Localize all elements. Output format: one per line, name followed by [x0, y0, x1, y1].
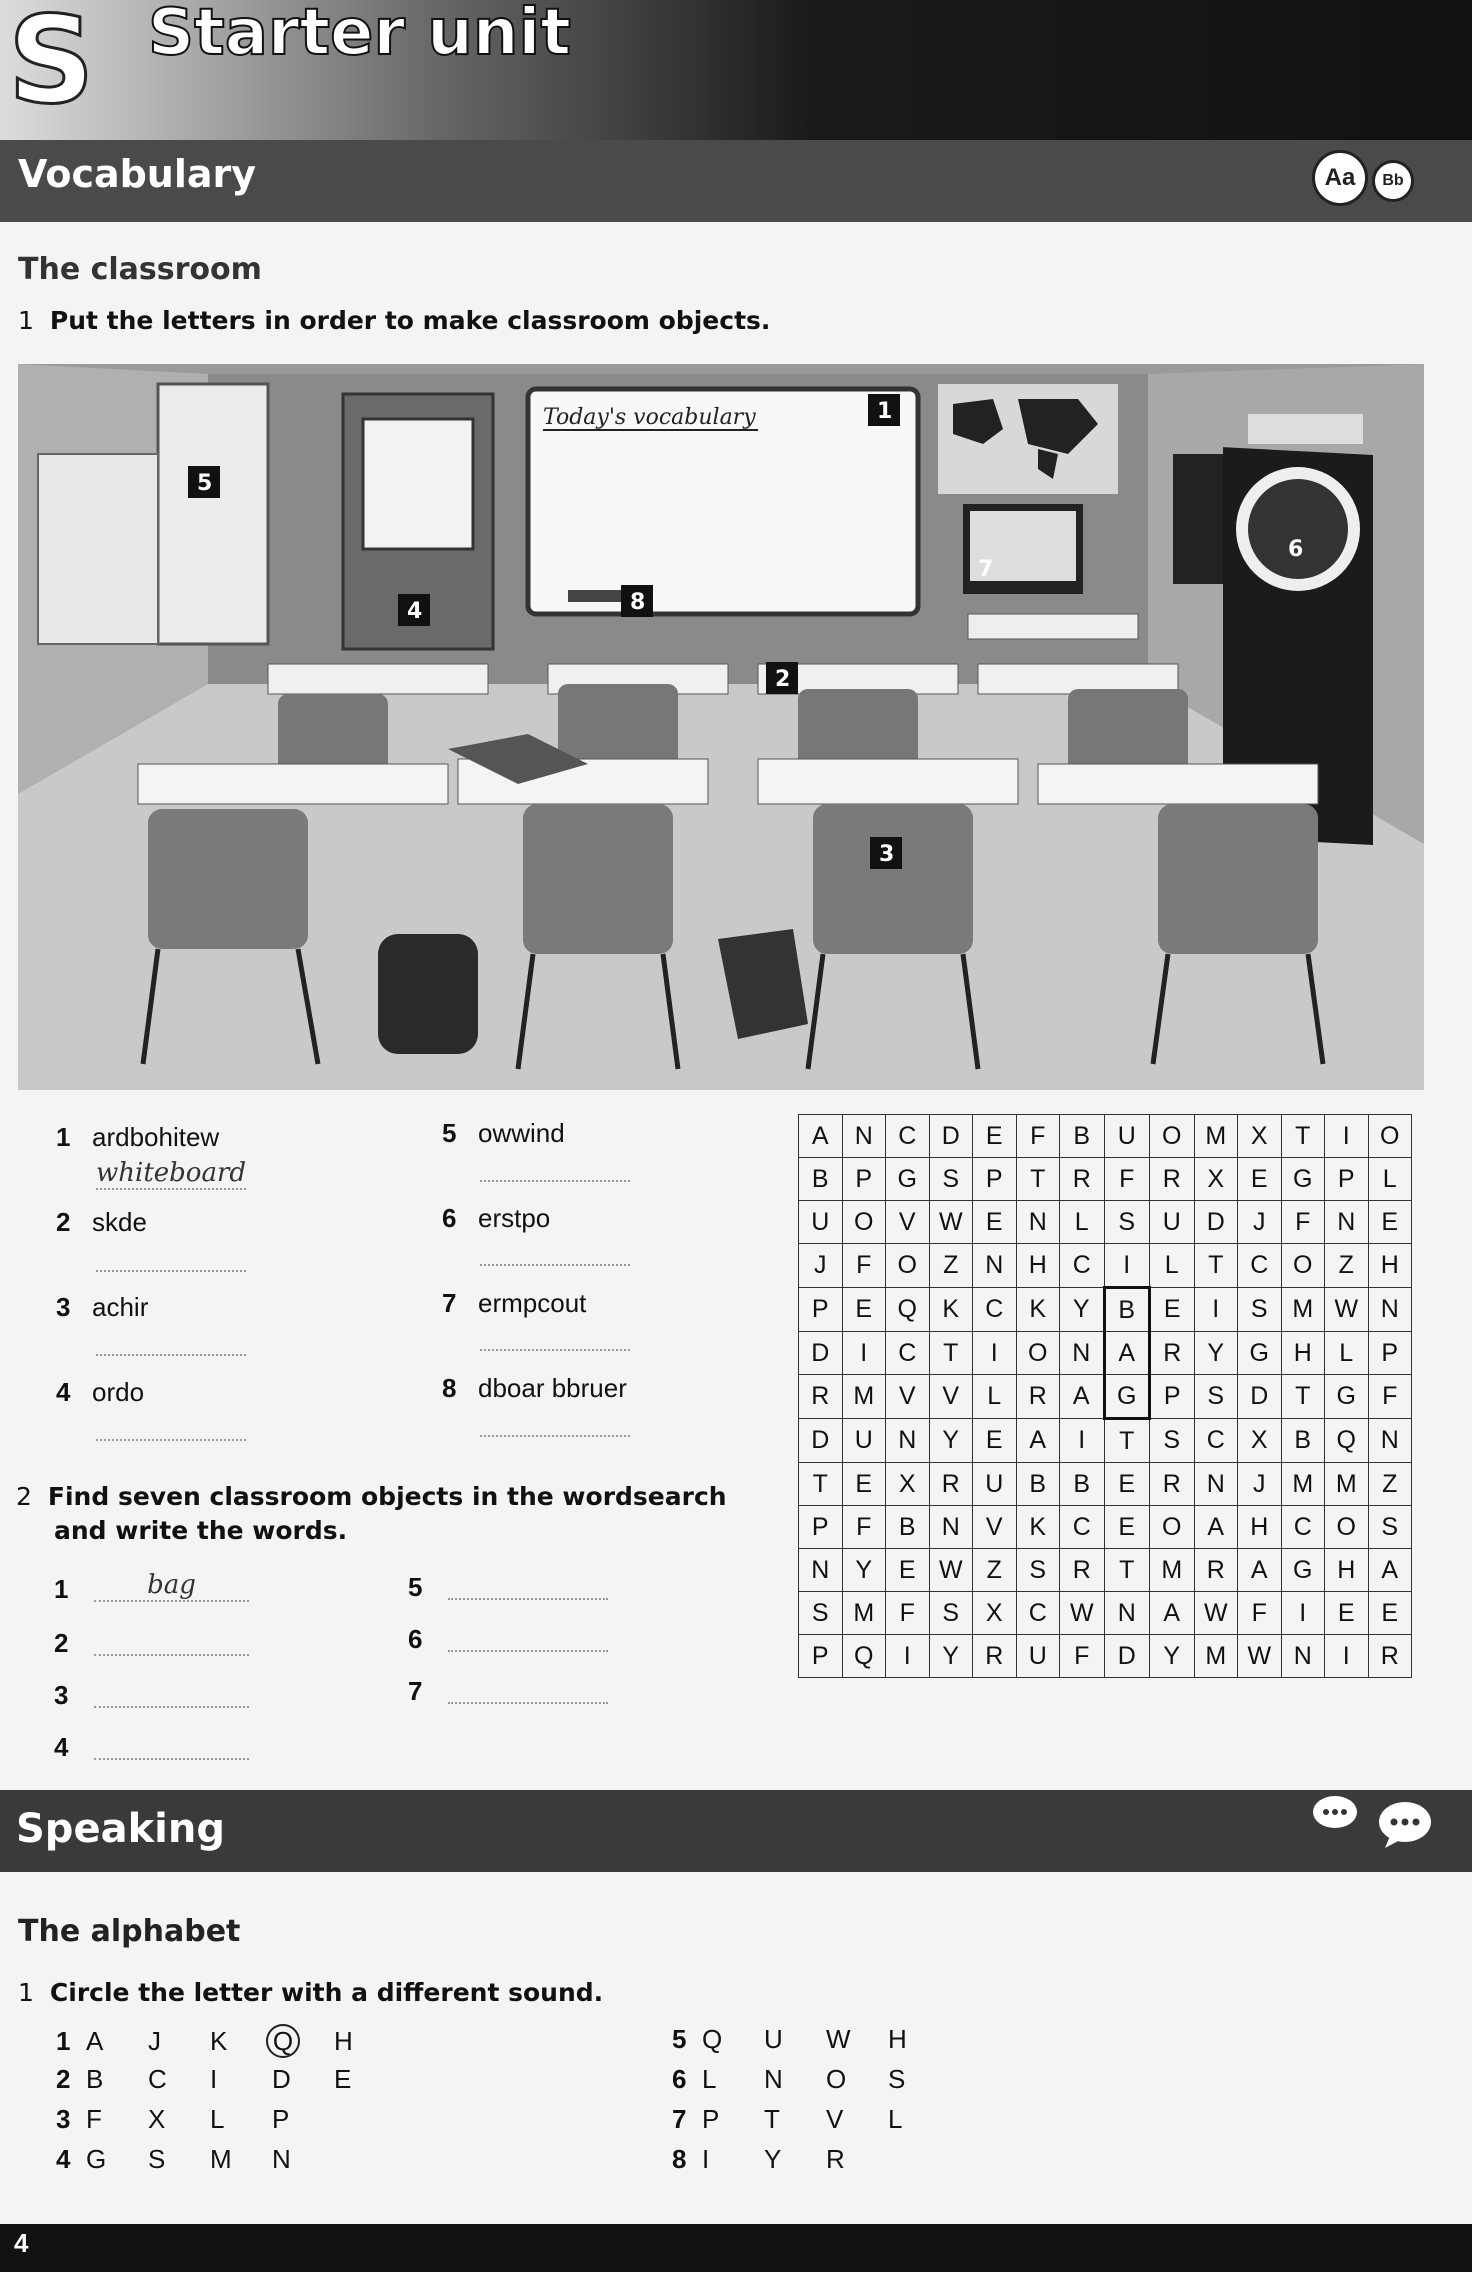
footer-band — [0, 2224, 1472, 2272]
wordsearch-cell[interactable]: E — [1325, 1592, 1369, 1635]
wordsearch-cell[interactable]: I — [1060, 1419, 1105, 1463]
wordsearch-cell[interactable]: R — [929, 1463, 973, 1506]
wordsearch-cell[interactable]: R — [1150, 1332, 1195, 1375]
wordsearch-cell[interactable]: Y — [929, 1419, 973, 1463]
wordsearch-cell[interactable]: M — [1194, 1115, 1238, 1158]
wordsearch-cell[interactable]: W — [1325, 1288, 1369, 1332]
wordsearch-cell[interactable]: I — [1281, 1592, 1325, 1635]
letter[interactable]: B — [86, 2064, 104, 2094]
wordsearch-cell[interactable]: P — [842, 1158, 886, 1201]
wordsearch-cell[interactable]: G — [1281, 1549, 1325, 1592]
wordsearch-cell[interactable]: X — [1238, 1115, 1282, 1158]
wordsearch-cell[interactable]: A — [1368, 1549, 1412, 1592]
wordsearch-row — [799, 1549, 1412, 1592]
letter[interactable]: I — [702, 2144, 710, 2174]
wordsearch-row — [799, 1288, 1412, 1332]
wordsearch-cell[interactable]: I — [1325, 1635, 1369, 1678]
wordsearch-cell[interactable]: T — [799, 1463, 843, 1506]
wordsearch-cell[interactable]: L — [1368, 1158, 1412, 1201]
wordsearch-cell[interactable]: H — [1016, 1244, 1060, 1288]
alphabet-row-2: 2 B C I D E — [56, 2064, 396, 2104]
wordsearch-cell[interactable]: N — [1368, 1419, 1412, 1463]
wordsearch-cell[interactable]: V — [929, 1375, 973, 1419]
wordsearch-cell[interactable]: R — [1016, 1375, 1060, 1419]
image-label: 2 — [775, 667, 791, 692]
wordsearch-cell[interactable]: E — [973, 1115, 1017, 1158]
ex1-answer-4[interactable] — [96, 1425, 246, 1441]
wordsearch-cell[interactable]: I — [842, 1332, 886, 1375]
wordsearch-cell[interactable]: L — [973, 1375, 1017, 1419]
wordsearch-cell[interactable]: S — [799, 1592, 843, 1635]
wordsearch-cell[interactable]: Y — [1194, 1332, 1238, 1375]
wordsearch-cell[interactable]: T — [1104, 1419, 1150, 1463]
wordsearch-cell[interactable]: S — [929, 1158, 973, 1201]
wordsearch-cell[interactable]: N — [1281, 1635, 1325, 1678]
wordsearch-cell[interactable]: N — [973, 1244, 1017, 1288]
wordsearch-cell[interactable]: T — [1281, 1115, 1325, 1158]
wordsearch-row — [799, 1115, 1412, 1158]
unit-title: Starter unit — [148, 0, 571, 70]
wordsearch-cell[interactable]: A — [799, 1115, 843, 1158]
wordsearch-cell[interactable]: U — [973, 1463, 1017, 1506]
wordsearch-cell[interactable]: M — [1281, 1463, 1325, 1506]
letter[interactable]: K — [210, 2026, 228, 2056]
wordsearch-cell[interactable]: H — [1368, 1244, 1412, 1288]
wordsearch-cell[interactable]: A — [1104, 1332, 1150, 1375]
alphabet-row-8: 8 I Y R — [672, 2144, 950, 2184]
letter[interactable]: L — [210, 2104, 225, 2134]
wordsearch-cell[interactable]: B — [1016, 1463, 1060, 1506]
instruction-ex2: 2 Find seven classroom objects in the wordsearch — [16, 1482, 727, 1511]
ex2-answer-row: 5 — [408, 1572, 423, 1602]
letter[interactable]: X — [148, 2104, 166, 2134]
wordsearch-cell[interactable]: N — [1016, 1201, 1060, 1244]
wordsearch-cell[interactable]: W — [1238, 1635, 1282, 1678]
wordsearch-cell[interactable]: D — [1194, 1201, 1238, 1244]
image-label: 6 — [1288, 537, 1304, 562]
speech-bubbles-icon — [1310, 1790, 1440, 1850]
wordsearch-cell[interactable]: F — [1238, 1592, 1282, 1635]
letter[interactable]: S — [888, 2064, 906, 2094]
alphabet-row-1: 1 A J K Q H — [56, 2024, 396, 2064]
wordsearch-cell[interactable]: D — [929, 1115, 973, 1158]
wordsearch-cell[interactable]: N — [1104, 1592, 1150, 1635]
ex1-item-2: 2 skde — [56, 1207, 147, 1237]
wordsearch-cell[interactable]: U — [799, 1201, 843, 1244]
ex1-answer-7[interactable] — [480, 1335, 630, 1351]
letter[interactable]: N — [272, 2144, 291, 2174]
wordsearch-cell[interactable]: X — [886, 1463, 930, 1506]
wordsearch-cell[interactable]: J — [1238, 1463, 1282, 1506]
wordsearch-cell[interactable]: U — [1016, 1635, 1060, 1678]
wordsearch-cell[interactable]: E — [973, 1201, 1017, 1244]
wordsearch-cell[interactable]: O — [886, 1244, 930, 1288]
wordsearch-cell[interactable]: B — [886, 1506, 930, 1549]
wordsearch-cell[interactable]: F — [842, 1506, 886, 1549]
wordsearch-cell[interactable]: D — [1238, 1375, 1282, 1419]
wordsearch-cell[interactable]: W — [929, 1549, 973, 1592]
wordsearch-grid[interactable] — [798, 1114, 1412, 1678]
wordsearch-cell[interactable]: X — [973, 1592, 1017, 1635]
wordsearch-cell[interactable]: D — [799, 1332, 843, 1375]
wordsearch-cell[interactable]: P — [1150, 1375, 1195, 1419]
alphabet-row-7: 7 P T V L — [672, 2104, 950, 2144]
wordsearch-cell[interactable]: T — [1281, 1375, 1325, 1419]
page-number: 4 — [14, 2228, 29, 2258]
letter[interactable]: M — [210, 2144, 232, 2174]
wordsearch-cell[interactable]: Y — [929, 1635, 973, 1678]
wordsearch-cell[interactable]: F — [1060, 1635, 1105, 1678]
alphabet-row-4: 4 G S M N — [56, 2144, 396, 2184]
wordsearch-cell[interactable]: O — [842, 1201, 886, 1244]
wordsearch-cell[interactable]: N — [1368, 1288, 1412, 1332]
wordsearch-cell[interactable]: N — [929, 1506, 973, 1549]
wordsearch-cell[interactable]: Y — [1150, 1635, 1195, 1678]
wordsearch-cell[interactable]: X — [1194, 1158, 1238, 1201]
wordsearch-row — [799, 1158, 1412, 1201]
wordsearch-cell[interactable]: R — [1060, 1549, 1105, 1592]
wordsearch-cell[interactable]: W — [929, 1201, 973, 1244]
alphabet-row-5: 5 Q U W H — [672, 2024, 950, 2064]
letter[interactable]: V — [826, 2104, 844, 2134]
wordsearch-cell[interactable]: Q — [886, 1288, 930, 1332]
ex2-answer-row: 2 — [54, 1628, 69, 1658]
ex2-answer-row: 1 — [54, 1574, 69, 1604]
wordsearch-cell[interactable]: T — [1194, 1244, 1238, 1288]
wordsearch-cell[interactable]: T — [929, 1332, 973, 1375]
wordsearch-cell[interactable]: O — [1281, 1244, 1325, 1288]
section-title-vocabulary: Vocabulary — [18, 152, 257, 196]
alphabet-row-6: 6 L N O S — [672, 2064, 950, 2104]
wordsearch-cell[interactable]: E — [1104, 1506, 1150, 1549]
wordsearch-cell[interactable]: R — [1194, 1549, 1238, 1592]
letter[interactable]: W — [826, 2024, 851, 2054]
wordsearch-cell[interactable]: E — [842, 1288, 886, 1332]
wordsearch-cell[interactable]: M — [1325, 1463, 1369, 1506]
wordsearch-cell[interactable]: C — [886, 1332, 930, 1375]
wordsearch-cell[interactable]: O — [1150, 1115, 1195, 1158]
image-label: 3 — [879, 842, 895, 867]
ex2-answer-row: 4 — [54, 1732, 69, 1762]
alphabet-row-3: 3 F X L P — [56, 2104, 396, 2144]
letter[interactable]: J — [148, 2026, 161, 2056]
wordsearch-cell[interactable]: V — [973, 1506, 1017, 1549]
ex2-answer-row: 6 — [408, 1624, 423, 1654]
wordsearch-row — [799, 1463, 1412, 1506]
wordsearch-cell[interactable]: U — [842, 1419, 886, 1463]
wordsearch-cell[interactable]: K — [1016, 1506, 1060, 1549]
ex1-answer-8[interactable] — [480, 1421, 630, 1437]
wordsearch-cell[interactable]: Y — [842, 1549, 886, 1592]
ex1-item-1: 1 ardbohitew — [56, 1122, 220, 1152]
wordsearch-cell[interactable]: O — [1368, 1115, 1412, 1158]
wordsearch-cell[interactable]: P — [1368, 1332, 1412, 1375]
ex1-answer-1[interactable]: whiteboard — [96, 1158, 247, 1188]
subtitle-classroom: The classroom — [18, 252, 262, 287]
wordsearch-cell[interactable]: F — [1016, 1115, 1060, 1158]
wordsearch-cell[interactable]: G — [1104, 1375, 1150, 1419]
wordsearch-cell[interactable]: I — [1325, 1115, 1369, 1158]
ex2-answer-1[interactable]: bag — [94, 1570, 249, 1602]
wordsearch-cell[interactable]: L — [1060, 1201, 1105, 1244]
letter[interactable]: F — [86, 2104, 102, 2134]
ex1-item-7: 7 ermpcout — [442, 1288, 587, 1318]
ex1-item-8: 8 dboar bbruer — [442, 1373, 627, 1403]
wordsearch-cell[interactable]: C — [1194, 1419, 1238, 1463]
wordsearch-cell[interactable]: P — [1325, 1158, 1369, 1201]
wordsearch-cell[interactable]: S — [1368, 1506, 1412, 1549]
wordsearch-row — [799, 1635, 1412, 1678]
wordsearch-cell[interactable]: V — [886, 1201, 930, 1244]
letter[interactable]: R — [826, 2144, 845, 2174]
wordsearch-cell[interactable]: D — [1104, 1635, 1150, 1678]
wordsearch-cell[interactable]: Q — [1325, 1419, 1369, 1463]
wordsearch-cell[interactable]: O — [1325, 1506, 1369, 1549]
wordsearch-cell[interactable]: F — [842, 1244, 886, 1288]
wordsearch-cell[interactable]: N — [799, 1549, 843, 1592]
wordsearch-cell[interactable]: N — [842, 1115, 886, 1158]
letter[interactable]: A — [86, 2026, 104, 2056]
image-label: 8 — [630, 590, 646, 615]
letter[interactable]: L — [888, 2104, 903, 2134]
wordsearch-cell[interactable]: Z — [929, 1244, 973, 1288]
letter[interactable]: D — [272, 2064, 291, 2094]
wordsearch-cell[interactable]: U — [1150, 1201, 1195, 1244]
section-title-speaking: Speaking — [16, 1806, 225, 1852]
letter[interactable]: Q — [702, 2024, 723, 2054]
wordsearch-cell[interactable]: K — [1016, 1288, 1060, 1332]
wordsearch-cell[interactable]: H — [1281, 1332, 1325, 1375]
wordsearch-cell[interactable]: F — [1104, 1158, 1150, 1201]
wordsearch-cell[interactable]: E — [1104, 1463, 1150, 1506]
wordsearch-cell[interactable]: S — [1238, 1288, 1282, 1332]
wordsearch-cell[interactable]: I — [886, 1635, 930, 1678]
wordsearch-cell[interactable]: I — [973, 1332, 1017, 1375]
wordsearch-cell[interactable]: T — [1104, 1549, 1150, 1592]
ex2-answer-4[interactable] — [94, 1748, 249, 1760]
wordsearch-cell[interactable]: J — [799, 1244, 843, 1288]
wordsearch-cell[interactable]: R — [799, 1375, 843, 1419]
ex2-answer-6[interactable] — [448, 1640, 608, 1652]
wordsearch-cell[interactable]: P — [799, 1506, 843, 1549]
wordsearch-cell[interactable]: R — [1060, 1158, 1105, 1201]
wordsearch-cell[interactable]: R — [1150, 1158, 1195, 1201]
wordsearch-cell[interactable]: M — [1194, 1635, 1238, 1678]
wordsearch-cell[interactable]: P — [799, 1288, 843, 1332]
wordsearch-cell[interactable]: G — [1238, 1332, 1282, 1375]
ex2-answer-2[interactable] — [94, 1644, 249, 1656]
letter[interactable]: P — [702, 2104, 720, 2134]
wordsearch-cell[interactable]: K — [929, 1288, 973, 1332]
wordsearch-cell[interactable]: W — [1060, 1592, 1105, 1635]
classroom-illustration — [18, 364, 1424, 1090]
wordsearch-cell[interactable]: P — [799, 1635, 843, 1678]
wordsearch-cell[interactable]: C — [973, 1288, 1017, 1332]
ex1-item-4: 4 ordo — [56, 1377, 145, 1407]
wordsearch-cell[interactable]: S — [1016, 1549, 1060, 1592]
letter[interactable]: S — [148, 2144, 166, 2174]
wordsearch-cell[interactable]: N — [886, 1419, 930, 1463]
wordsearch-cell[interactable]: I — [1194, 1288, 1238, 1332]
wordsearch-cell[interactable]: A — [1016, 1419, 1060, 1463]
wordsearch-cell[interactable]: S — [929, 1592, 973, 1635]
wordsearch-cell[interactable]: G — [1325, 1375, 1369, 1419]
wordsearch-cell[interactable]: L — [1150, 1244, 1195, 1288]
ex1-item-3: 3 achir — [56, 1292, 149, 1322]
unit-letter: S — [8, 0, 95, 131]
wordsearch-cell[interactable]: O — [1150, 1506, 1195, 1549]
letter[interactable]: T — [764, 2104, 780, 2134]
instruction-ex1: 1 Put the letters in order to make classroom objects. — [18, 306, 771, 335]
wordsearch-cell[interactable]: F — [886, 1592, 930, 1635]
wordsearch-cell[interactable]: H — [1238, 1506, 1282, 1549]
wordsearch-cell[interactable]: S — [1194, 1375, 1238, 1419]
wordsearch-cell[interactable]: E — [842, 1463, 886, 1506]
wordsearch-cell[interactable]: B — [1281, 1419, 1325, 1463]
letter[interactable]: H — [888, 2024, 907, 2054]
ex1-answer-3[interactable] — [96, 1340, 246, 1356]
wordsearch-row — [799, 1419, 1412, 1463]
wordsearch-cell[interactable]: Z — [1368, 1463, 1412, 1506]
wordsearch-cell[interactable]: E — [973, 1419, 1017, 1463]
wordsearch-cell[interactable]: B — [799, 1158, 843, 1201]
ex1-answer-2[interactable] — [96, 1256, 246, 1272]
wordsearch-cell[interactable]: A — [1194, 1506, 1238, 1549]
wordsearch-cell[interactable]: M — [1281, 1288, 1325, 1332]
image-label: 5 — [197, 471, 213, 496]
wordsearch-cell[interactable]: B — [1104, 1288, 1150, 1332]
wordsearch-cell[interactable]: T — [1016, 1158, 1060, 1201]
alphabet-col-left — [56, 2024, 396, 2184]
wordsearch-cell[interactable]: E — [886, 1549, 930, 1592]
wordsearch-cell[interactable]: A — [1238, 1549, 1282, 1592]
wordsearch-cell[interactable]: U — [1104, 1115, 1150, 1158]
ex2-answer-row: 3 — [54, 1680, 69, 1710]
wordsearch-cell[interactable]: N — [1194, 1463, 1238, 1506]
wordsearch-cell[interactable]: R — [1368, 1635, 1412, 1678]
letter[interactable]: N — [764, 2064, 783, 2094]
wordsearch-cell[interactable]: S — [1104, 1201, 1150, 1244]
wordsearch-cell[interactable]: L — [1325, 1332, 1369, 1375]
letter[interactable]: P — [272, 2104, 290, 2134]
letter[interactable]: U — [764, 2024, 783, 2054]
ex2-answer-row: 7 — [408, 1676, 423, 1706]
wordsearch-cell[interactable]: C — [1060, 1244, 1105, 1288]
wordsearch-cell[interactable]: M — [842, 1592, 886, 1635]
wordsearch-cell[interactable]: B — [1060, 1463, 1105, 1506]
letter-circled[interactable]: Q — [272, 2024, 334, 2058]
image-label: 4 — [407, 599, 423, 624]
wordsearch-cell[interactable]: J — [1238, 1201, 1282, 1244]
wordsearch-row — [799, 1332, 1412, 1375]
wordsearch-cell[interactable]: C — [1060, 1506, 1105, 1549]
vocabulary-bb-icon: Bb — [1372, 160, 1414, 202]
wordsearch-cell[interactable]: I — [1104, 1244, 1150, 1288]
wordsearch-cell[interactable]: R — [973, 1635, 1017, 1678]
wordsearch-cell[interactable]: A — [1150, 1592, 1195, 1635]
vocabulary-aa-icon: Aa — [1312, 150, 1368, 206]
ex2-answer-5[interactable] — [448, 1588, 608, 1600]
wordsearch-cell[interactable]: E — [1368, 1592, 1412, 1635]
ex1-answer-5[interactable] — [480, 1166, 630, 1182]
wordsearch-cell[interactable]: F — [1281, 1201, 1325, 1244]
wordsearch-cell[interactable]: R — [1150, 1463, 1195, 1506]
ex2-answer-3[interactable] — [94, 1696, 249, 1708]
image-label: 1 — [877, 399, 893, 424]
wordsearch-cell[interactable]: Z — [973, 1549, 1017, 1592]
wordsearch-cell[interactable]: A — [1060, 1375, 1105, 1419]
wordsearch-cell[interactable]: N — [1325, 1201, 1369, 1244]
letter[interactable]: Y — [764, 2144, 782, 2174]
instruction-ex2-line2: and write the words. — [54, 1516, 348, 1545]
ex2-answer-7[interactable] — [448, 1692, 608, 1704]
wordsearch-cell[interactable]: O — [1016, 1332, 1060, 1375]
letter[interactable]: I — [210, 2064, 218, 2094]
letter[interactable]: L — [702, 2064, 717, 2094]
letter[interactable]: O — [826, 2064, 847, 2094]
ex1-item-6: 6 erstpo — [442, 1203, 551, 1233]
wordsearch-cell[interactable]: C — [1016, 1592, 1060, 1635]
wordsearch-cell[interactable]: E — [1368, 1201, 1412, 1244]
letter[interactable]: C — [148, 2064, 167, 2094]
wordsearch-cell[interactable]: F — [1368, 1375, 1412, 1419]
instruction-speaking-ex1: 1 Circle the letter with a different sound. — [18, 1978, 604, 2007]
wordsearch-row — [799, 1375, 1412, 1419]
wordsearch-cell[interactable]: Z — [1325, 1244, 1369, 1288]
wordsearch-cell[interactable]: C — [886, 1115, 930, 1158]
wordsearch-row — [799, 1244, 1412, 1288]
wordsearch-row — [799, 1506, 1412, 1549]
wordsearch-cell[interactable]: E — [1150, 1288, 1195, 1332]
wordsearch-cell[interactable]: M — [842, 1375, 886, 1419]
wordsearch-cell[interactable]: W — [1194, 1592, 1238, 1635]
ex1-answer-6[interactable] — [480, 1250, 630, 1266]
wordsearch-cell[interactable]: H — [1325, 1549, 1369, 1592]
wordsearch-row — [799, 1592, 1412, 1635]
wordsearch-cell[interactable]: Q — [842, 1635, 886, 1678]
ex1-item-5: 5 owwind — [442, 1118, 565, 1148]
wordsearch-cell[interactable]: V — [886, 1375, 930, 1419]
wordsearch-cell[interactable]: E — [1238, 1158, 1282, 1201]
wordsearch-cell[interactable]: P — [973, 1158, 1017, 1201]
letter[interactable]: G — [86, 2144, 107, 2174]
letter[interactable]: H — [334, 2026, 353, 2056]
alphabet-col-right — [672, 2024, 950, 2184]
wordsearch-cell[interactable]: B — [1060, 1115, 1105, 1158]
board-text: Today's vocabulary — [543, 405, 756, 430]
subtitle-alphabet: The alphabet — [18, 1914, 241, 1949]
wordsearch-cell[interactable]: Y — [1060, 1288, 1105, 1332]
wordsearch-cell[interactable]: S — [1150, 1419, 1195, 1463]
wordsearch-cell[interactable]: N — [1060, 1332, 1105, 1375]
wordsearch-cell[interactable]: X — [1238, 1419, 1282, 1463]
wordsearch-cell[interactable]: M — [1150, 1549, 1195, 1592]
wordsearch-cell[interactable]: C — [1238, 1244, 1282, 1288]
image-label: 7 — [978, 557, 994, 582]
wordsearch-cell[interactable]: C — [1281, 1506, 1325, 1549]
wordsearch-cell[interactable]: G — [886, 1158, 930, 1201]
letter[interactable]: E — [334, 2064, 352, 2094]
wordsearch-row — [799, 1201, 1412, 1244]
wordsearch-cell[interactable]: G — [1281, 1158, 1325, 1201]
wordsearch-cell[interactable]: D — [799, 1419, 843, 1463]
